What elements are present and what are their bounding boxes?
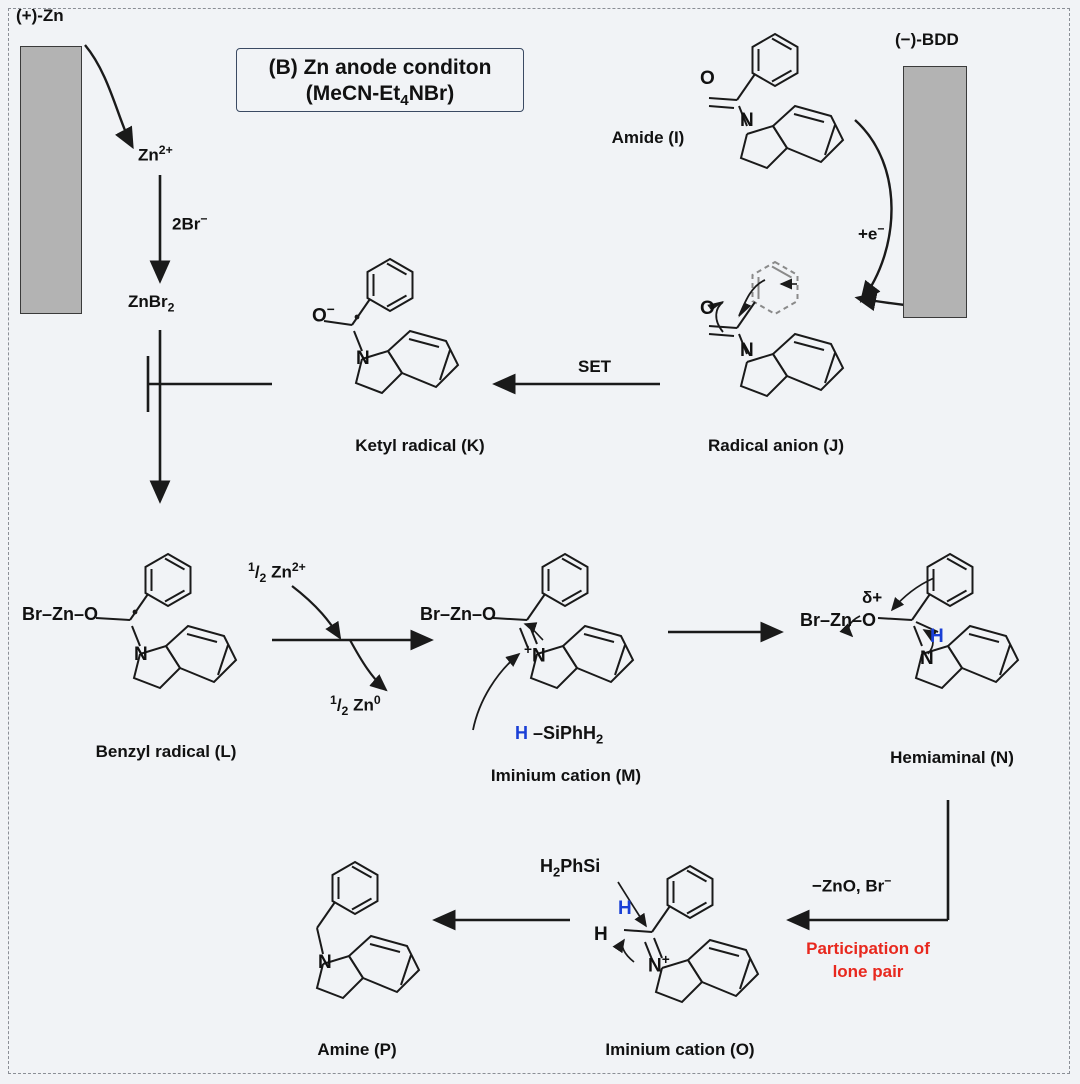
electron-transfer-label: +e−: [858, 222, 885, 244]
hemiaminal-nitrogen-atom: N: [920, 648, 934, 669]
hemiaminal-hydrogen-atom: H: [930, 626, 944, 647]
caption-benzyl-radical-l: Benzyl radical (L): [95, 742, 237, 761]
condition-title-line1: (B) Zn anode conditon: [268, 56, 492, 79]
iminium-m-brzno-group: Br–Zn–O: [420, 604, 497, 624]
half-zinc-metal-label: $^1/_2$ Zn$^0$: [330, 693, 381, 719]
ketyl-oxygen-atom: O−: [312, 302, 335, 327]
lone-pair-annotation: Participation of lone pair: [806, 939, 930, 981]
caption-iminium-cation-o: Iminium cation (O): [605, 1040, 755, 1059]
caption-hemiaminal-n: Hemiaminal (N): [890, 748, 1014, 767]
caption-amine-p: Amine (P): [317, 1040, 397, 1059]
amide-nitrogen-atom: N: [740, 110, 754, 131]
hemiaminal-brzno-group: Br–Zn–O: [800, 610, 877, 630]
iminium-o-nitrogen-atom: N+: [648, 952, 670, 977]
znbr2-label: ZnBr$_2$: [128, 292, 175, 315]
half-zinc-dication-label: $^1/_2$ $Zn^{2+}$: [248, 560, 306, 586]
condition-title-line2: $(MeCN-Et_4NBr)$: [305, 82, 455, 110]
amide-oxygen-atom: O: [700, 68, 715, 89]
bdd-cathode: [903, 66, 967, 318]
radical-anion-nitrogen-atom: N: [740, 340, 754, 361]
set-label: SET: [578, 357, 612, 376]
amine-nitrogen-atom: N: [318, 952, 332, 973]
cathode-label: (−)-BDD: [895, 30, 959, 49]
anode-label: (+)-Zn: [16, 6, 64, 25]
radical-anion-oxygen-atom: O: [700, 298, 715, 319]
zno-elimination-label: −ZnO, Br−: [812, 874, 892, 896]
ketyl-nitrogen-atom: N: [356, 348, 370, 369]
bromide-label: 2Br−: [172, 212, 208, 234]
silane-hydride-m: H –SiPhH$_2$: [515, 723, 604, 747]
silane-reagent-o: $H_2PhSi$: [540, 856, 601, 880]
iminium-o-hydrogen: H: [594, 924, 608, 945]
iminium-m-nitrogen-atom: +N: [524, 642, 546, 667]
zinc-anode: [20, 46, 82, 314]
caption-ketyl-radical-k: Ketyl radical (K): [355, 436, 485, 455]
benzyl-brzno-group: Br–Zn–O: [22, 604, 99, 624]
caption-amide-i: Amide (I): [611, 128, 685, 147]
condition-title-box: [236, 48, 524, 112]
caption-iminium-cation-m: Iminium cation (M): [490, 766, 642, 785]
iminium-o-hydride: H: [618, 898, 632, 919]
zn2plus-label: $Zn^{2+}$: [138, 143, 173, 165]
benzyl-nitrogen-atom: N: [134, 644, 148, 665]
caption-radical-anion-j: Radical anion (J): [707, 436, 845, 455]
delta-plus-annotation: δ+: [862, 588, 883, 607]
